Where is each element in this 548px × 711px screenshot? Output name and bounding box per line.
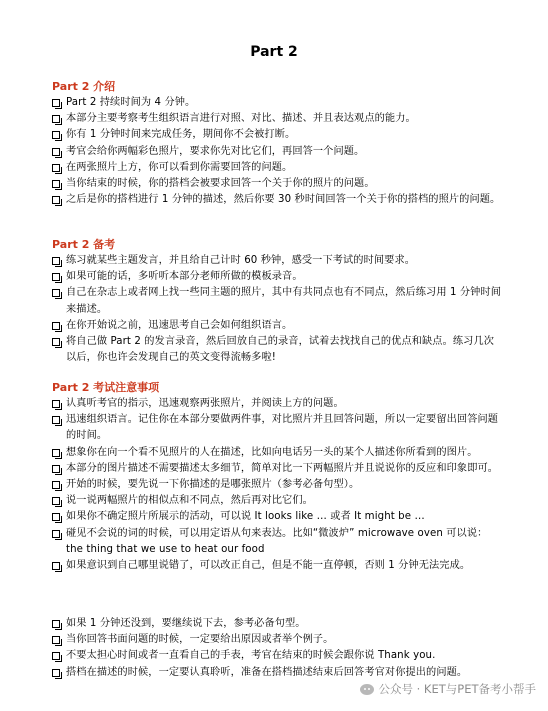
checkbox-bullet-icon <box>52 115 60 123</box>
watermark-text: 公众号 · KET与PET备考小帮手 <box>378 682 536 696</box>
list-item: 搭档在描述的时候，一定要认真聆听，准备在搭档描述结束后回答考官对你提出的问题。 <box>52 665 504 681</box>
checkbox-bullet-icon <box>52 148 60 156</box>
list-item: 本部分的图片描述不需要描述太多细节，简单对比一下两幅照片并且说说你的反应和印象即可。 <box>52 461 504 477</box>
list-item: 练习就某些主题发言，并且给自己计时 60 秒钟，感受一下考试的时间要求。 <box>52 253 504 269</box>
checkbox-bullet-icon <box>52 99 60 107</box>
list-item: 本部分主要考察考生组织语言进行对照、对比、描述、并且表达观点的能力。 <box>52 111 504 127</box>
checkbox-bullet-icon <box>52 513 60 521</box>
list-item: 当你回答书面问题的时候，一定要给出原因或者举个例子。 <box>52 632 504 648</box>
list-item: 将自己做 Part 2 的发言录音，然后回放自己的录音，试着去找找自己的优点和缺点。练习几次以后，你也许会发现自己的英文变得流畅多啦! <box>52 334 504 366</box>
list-item: 在你开始说之前，迅速思考自己会如何组织语言。 <box>52 318 504 334</box>
list-item: 开始的时候，要先说一下你描述的是哪张照片（参考必备句型）。 <box>52 477 504 493</box>
checkbox-bullet-icon <box>52 338 60 346</box>
list-item: 你有 1 分钟时间来完成任务，期间你不会被打断。 <box>52 127 504 143</box>
checkbox-bullet-icon <box>52 669 60 677</box>
checkbox-bullet-icon <box>52 481 60 489</box>
list-item: 迅速组织语言。记住你在本部分要做两件事，对比照片并且回答问题，所以一定要留出回答问题的时间。 <box>52 412 504 444</box>
list-item: 如果意识到自己哪里说错了，可以改正自己，但是不能一直停顿，否则 1 分钟无法完成。 <box>52 558 504 574</box>
checkbox-bullet-icon <box>52 530 60 538</box>
checkbox-bullet-icon <box>52 636 60 644</box>
list-item: 自己在杂志上或者网上找一些同主题的照片，其中有共同点也有不同点，然后练习用 1 分钟时间来描述。 <box>52 285 504 317</box>
checkbox-bullet-icon <box>52 322 60 330</box>
section-heading: Part 2 考试注意事项 <box>52 381 160 394</box>
checkbox-bullet-icon <box>52 196 60 204</box>
list-item: 考官会给你两幅彩色照片，要求你先对比它们，再回答一个问题。 <box>52 144 504 160</box>
list-item: 之后是你的搭档进行 1 分钟的描述，然后你要 30 秒时间回答一个关于你的搭档的照片的问题。 <box>52 192 504 208</box>
section-preparation <box>52 237 504 366</box>
list-item: 碰见不会说的词的时候，可以用定语从句来表达。比如“微波炉” microwave oven 可以说：the thing that we use to heat our food <box>52 526 504 558</box>
checkbox-bullet-icon <box>52 273 60 281</box>
bullet-list <box>52 95 504 208</box>
section-heading: Part 2 介绍 <box>52 80 116 93</box>
list-item: 认真听考官的指示，迅速观察两张照片，并阅读上方的问题。 <box>52 396 504 412</box>
bullet-list <box>52 396 504 574</box>
checkbox-bullet-icon <box>52 131 60 139</box>
wechat-icon <box>360 684 374 695</box>
section-exam-tips <box>52 380 504 574</box>
checkbox-bullet-icon <box>52 562 60 570</box>
checkbox-bullet-icon <box>52 465 60 473</box>
list-item: 如果可能的话，多听听本部分老师所做的模板录音。 <box>52 269 504 285</box>
list-item: 在两张照片上方，你可以看到你需要回答的问题。 <box>52 160 504 176</box>
list-item: 说一说两幅照片的相似点和不同点，然后再对比它们。 <box>52 493 504 509</box>
bullet-list <box>52 253 504 366</box>
checkbox-bullet-icon <box>52 257 60 265</box>
page-title: Part 2 <box>250 44 298 60</box>
list-item: 不要太担心时间或者一直看自己的手表，考官在结束的时候会跟你说 Thank you. <box>52 648 504 664</box>
section-heading: Part 2 备考 <box>52 238 116 251</box>
list-item: 想象你在向一个看不见照片的人在描述，比如向电话另一头的某个人描述你所看到的图片。 <box>52 445 504 461</box>
checkbox-bullet-icon <box>52 652 60 660</box>
checkbox-bullet-icon <box>52 180 60 188</box>
checkbox-bullet-icon <box>52 416 60 424</box>
checkbox-bullet-icon <box>52 164 60 172</box>
checkbox-bullet-icon <box>52 400 60 408</box>
list-item: 如果 1 分钟还没到，要继续说下去，参考必备句型。 <box>52 616 504 632</box>
list-item: Part 2 持续时间为 4 分钟。 <box>52 95 504 111</box>
list-item: 当你结束的时候，你的搭档会被要求回答一个关于你的照片的问题。 <box>52 176 504 192</box>
checkbox-bullet-icon <box>52 620 60 628</box>
section-exam-tips-continued <box>52 616 504 681</box>
checkbox-bullet-icon <box>52 449 60 457</box>
bullet-list <box>52 616 504 681</box>
checkbox-bullet-icon <box>52 289 60 297</box>
section-intro <box>52 79 504 208</box>
checkbox-bullet-icon <box>52 497 60 505</box>
watermark <box>360 681 536 697</box>
list-item: 如果你不确定照片所展示的活动，可以说 It looks like … 或者 It might be … <box>52 509 504 525</box>
